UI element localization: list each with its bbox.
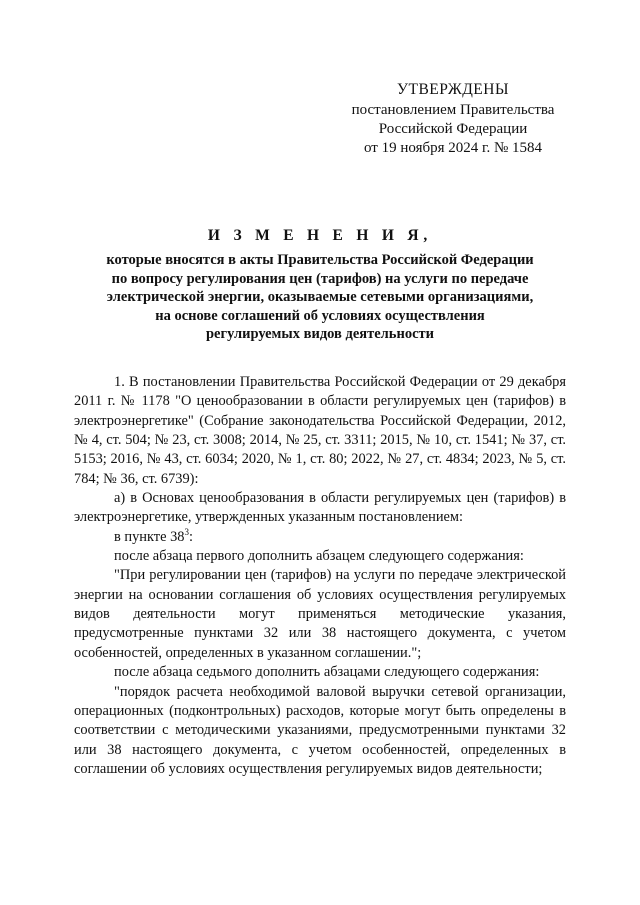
paragraph-2: а) в Основах ценообразования в области регулируемых цен (тарифов) в электроэнергетике, утвержденных указанным постановлением: xyxy=(74,490,566,526)
paragraph-6: после абзаца седьмого дополнить абзацами следующего содержания: xyxy=(114,664,540,681)
heading-subtitle-line-4: на основе соглашений об условиях осуществления xyxy=(155,307,485,324)
paragraph-5: "При регулировании цен (тарифов) на услуги по передаче электрической энергии на основании соглашения об условиях осуществления регулируемых видов деятельности могут применяться методические указания, предусмотренные пунктами 32 или 38 настоящего документа, с учетом особенностей, определенных в указанном соглашении."; xyxy=(74,567,566,661)
document-heading xyxy=(74,226,566,344)
heading-subtitle-line-2: по вопросу регулирования цен (тарифов) на услуги по передаче xyxy=(111,270,529,287)
heading-subtitle-line-1: которые вносятся в акты Правительства Российской Федерации xyxy=(106,252,534,268)
document-body xyxy=(74,373,566,779)
approval-title: УТВЕРЖДЕНЫ xyxy=(397,81,509,98)
paragraph-3-text: в пункте 38 xyxy=(114,528,185,545)
paragraph-4: после абзаца первого дополнить абзацем следующего содержания: xyxy=(114,548,524,565)
heading-subtitle-line-3: электрической энергии, оказываемые сетевыми организациями, xyxy=(106,289,534,305)
approval-line-1: постановлением Правительства xyxy=(351,102,555,118)
approval-block xyxy=(340,80,566,158)
heading-subtitle-line-5: регулируемых видов деятельности xyxy=(205,326,434,342)
paragraph-3-end: : xyxy=(188,528,193,545)
paragraph-3-superscript: 3 xyxy=(184,526,189,537)
paragraph-1: 1. В постановлении Правительства Российской Федерации от 29 декабря 2011 г. № 1178 "О ценообразовании в области регулируемых цен (тарифов) в электроэнергетике" (Собрание законодательства Российской Федерации, 2012, № 4, ст. 504; № 23, ст. 3008; 2014, № 25, ст. 3311; 2015, № 10, ст. 1541; № 37, ст. 5153; 2016, № 43, ст. 6034; 2020, № 1, ст. 80; 2022, № 27, ст. 4834; 2023, № 5, ст. 784; № 36, ст. 6739): xyxy=(74,374,566,487)
paragraph-3 xyxy=(74,528,566,547)
paragraph-7: "порядок расчета необходимой валовой выручки сетевой организации, операционных (подконтрольных) расходов, которые могут быть определены в соответствии с методическими указаниями, предусмотренными пунктами 32 или 38 настоящего документа, с учетом особенностей, определенных в соглашении об условиях осуществления регулируемых видов деятельности; xyxy=(74,683,566,777)
approval-line-3: от 19 ноября 2024 г. № 1584 xyxy=(363,140,543,156)
heading-title: И З М Е Н Е Н И Я, xyxy=(207,227,433,244)
approval-line-2: Российской Федерации xyxy=(378,121,528,137)
